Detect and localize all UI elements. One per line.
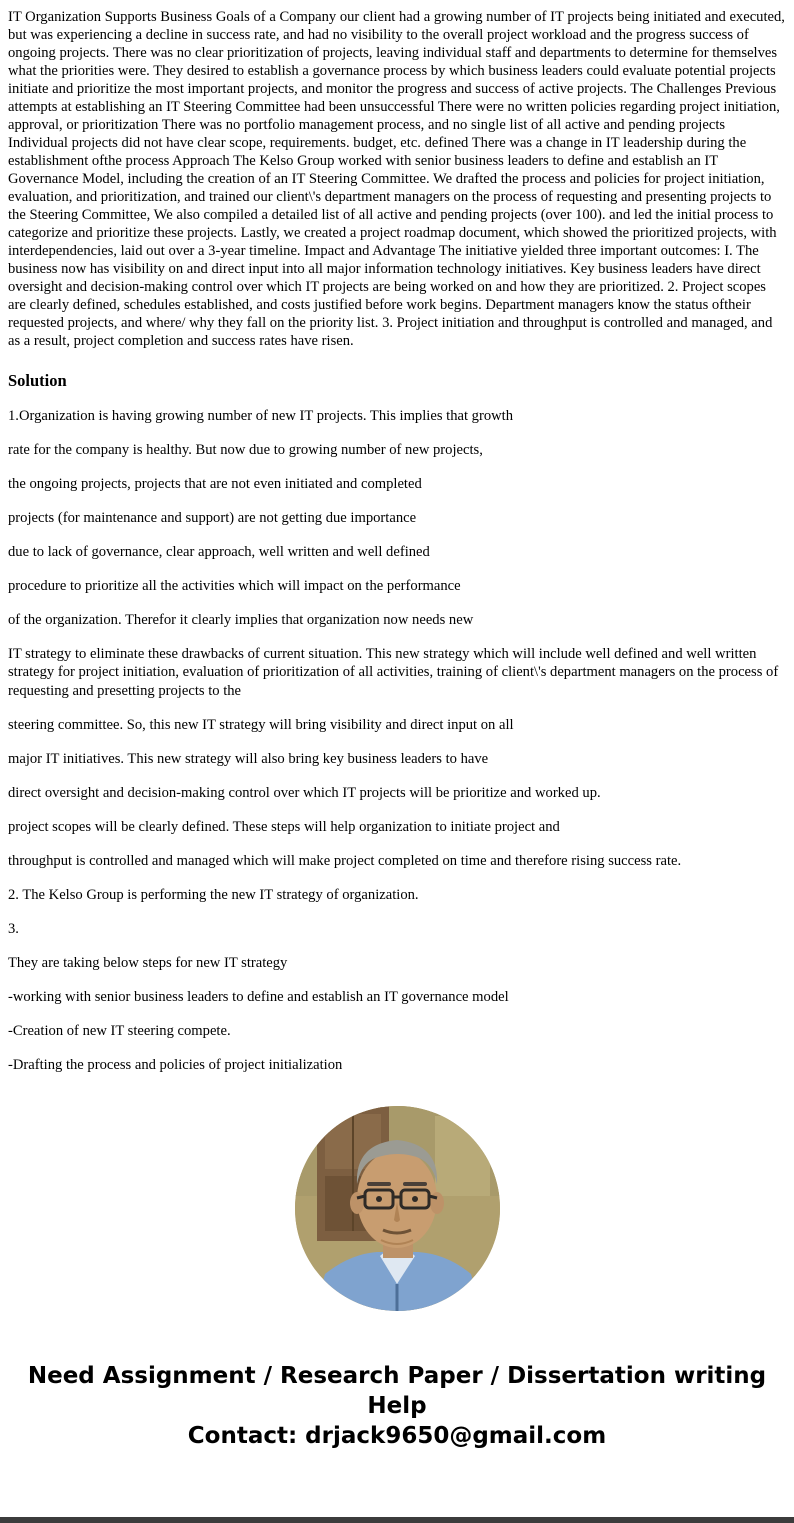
- solution-paragraph: steering committee. So, this new IT strategy will bring visibility and direct input on all: [8, 716, 514, 733]
- solution-paragraph: procedure to prioritize all the activities which will impact on the performance: [8, 577, 461, 594]
- footer-help-text: Need Assignment / Research Paper / Dissertation writing Help: [27, 1363, 767, 1419]
- solution-paragraph: 2. The Kelso Group is performing the new IT strategy of organization.: [8, 886, 419, 903]
- photo-container: [8, 1106, 786, 1311]
- solution-paragraph: 3.: [8, 920, 19, 937]
- solution-paragraph: the ongoing projects, projects that are not even initiated and completed: [8, 475, 422, 492]
- solution-paragraph: -working with senior business leaders to define and establish an IT governance model: [8, 988, 509, 1005]
- portrait-photo: [295, 1106, 500, 1311]
- footer-promo: [8, 1361, 786, 1451]
- intro-paragraph: IT Organization Supports Business Goals of a Company our client had a growing number of IT projects being initiated and executed, but was experiencing a decline in success rate, and had no visibility to the overall project workload and the progress success of ongoing projects. There was no clear prioritization of projects, leaving individual staff and departments to determine for themselves what the priorities were. They desired to establish a governance process by which business leaders could evaluate potential projects initiate and prioritize the most important projects, and monitor the progress and success of active projects. The Challenges Previous attempts at establishing an IT Steering Committee had been unsuccessful There were no written policies regarding project initiation, approval, or prioritization There was no portfolio management process, and no single list of all active and pending projects Individual projects did not have clear scope, requirements. budget, etc. defined There was a change in IT leadership during the establishment ofthe process Approach The Kelso Group worked with senior business leaders to define and establish an IT Governance Model, including the creation of an IT Steering Committee. We drafted the process and policies for project initiation, evaluation, and prioritization, and trained our client\'s department managers on the process of requesting and presenting projects to the Steering Committee, We also compiled a detailed list of all active and pending projects (over 100). and led the initial process to categorize and prioritize these projects. Lastly, we created a project roadmap document, which showed the prioritized projects, with interdependencies, laid out over a 3-year timeline. Impact and Advantage The initiative yielded three important outcomes: I. The business now has visibility on and direct input into all major information technology initiatives. Key business leaders have direct oversight and decision-making control over which IT projects are being worked on and how they are prioritized. 2. Project scopes are clearly defined, schedules established, and costs justified before work begins. Department managers know the status oftheir requested projects, and where/ why they fall on the priority list. 3. Project initiation and throughput is controlled and managed, and as a result, project completion and success rates have risen.: [8, 9, 785, 349]
- solution-paragraphs: [8, 407, 786, 1075]
- person-portrait-illustration: [295, 1106, 500, 1311]
- solution-paragraph: throughput is controlled and managed which will make project completed on time and therefore rising success rate.: [8, 852, 682, 869]
- solution-paragraph: due to lack of governance, clear approach, well written and well defined: [8, 543, 430, 560]
- solution-paragraph: rate for the company is healthy. But now due to growing number of new projects,: [8, 441, 483, 458]
- solution-paragraph: IT strategy to eliminate these drawbacks of current situation. This new strategy which will include well defined and well written strategy for project initiation, evaluation of prioritization of all activities, training of client\'s department managers on the process of requesting and presetting projects to the: [8, 645, 779, 699]
- solution-paragraph: They are taking below steps for new IT strategy: [8, 954, 288, 971]
- solution-paragraph: major IT initiatives. This new strategy will also bring key business leaders to have: [8, 750, 489, 767]
- solution-paragraph: direct oversight and decision-making control over which IT projects will be prioritize and worked up.: [8, 784, 601, 801]
- solution-paragraph: projects (for maintenance and support) are not getting due importance: [8, 509, 417, 526]
- solution-paragraph: of the organization. Therefor it clearly implies that organization now needs new: [8, 611, 474, 628]
- solution-paragraph: -Creation of new IT steering compete.: [8, 1022, 231, 1039]
- bottom-bar: [0, 1517, 794, 1523]
- solution-paragraph: -Drafting the process and policies of project initialization: [8, 1056, 343, 1073]
- solution-paragraph: 1.Organization is having growing number of new IT projects. This implies that growth: [8, 407, 514, 424]
- solution-heading: Solution: [8, 371, 67, 390]
- solution-paragraph: project scopes will be clearly defined. These steps will help organization to initiate project and: [8, 818, 560, 835]
- footer-contact-email: Contact: drjack9650@gmail.com: [187, 1423, 607, 1449]
